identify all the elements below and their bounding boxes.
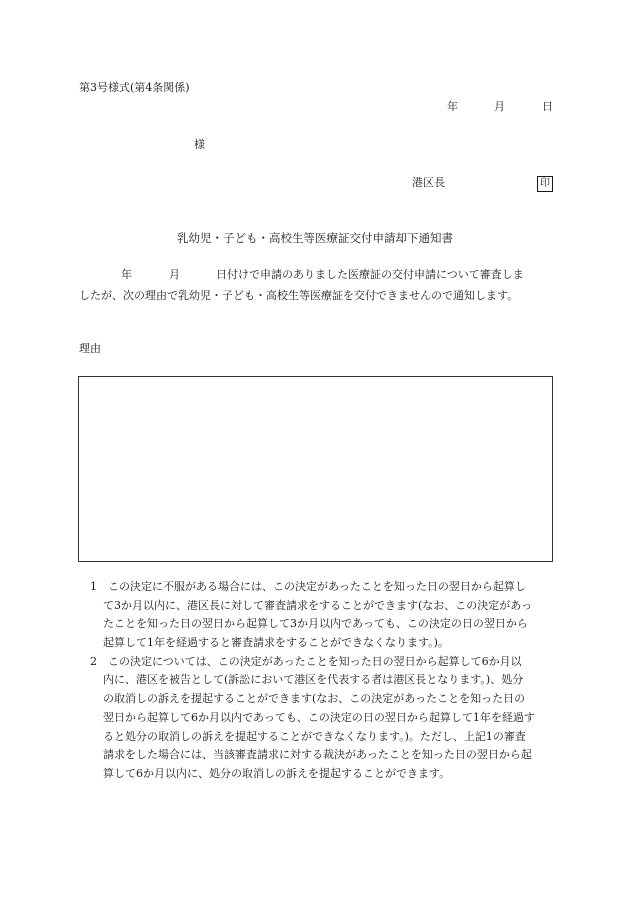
addressee-suffix: 様 <box>194 138 205 151</box>
note-line: ると処分の取消しの訴えを提起することができなくなります。)。ただし、上記1の審査 <box>103 729 526 743</box>
issue-date <box>447 101 551 113</box>
reason-label: 理由 <box>79 342 101 355</box>
notice-body-line-2: したが、次の理由で乳幼児・子ども・高校生等医療証を交付できませんので通知します。 <box>79 289 519 302</box>
body-month-label: 月 <box>169 268 180 281</box>
note-line: 起算して1年を経過すると審査請求をすることができなくなります。)。 <box>103 636 449 650</box>
note-line: たことを知った日の翌日から起算して3か月以内であっても、この決定の日の翌日から <box>103 617 528 631</box>
reason-box <box>78 376 553 562</box>
note-line: て3か月以内に、港区長に対して審査請求をすることができます(なお、この決定があっ <box>103 598 533 612</box>
notice-body <box>79 264 553 306</box>
note-line: 1 この決定に不服がある場合には、この決定があったことを知った日の翌日から起算し <box>90 580 526 593</box>
date-year-label: 年 <box>447 100 458 113</box>
body-year-label: 年 <box>121 268 132 281</box>
note-line: 請求をした場合には、当該審査請求に対する裁決があったことを知った日の翌日から起 <box>103 748 532 762</box>
note-line: 2 この決定については、この決定があったことを知った日の翌日から起算して6か月以 <box>90 654 522 668</box>
note-line: 内に、港区を被告として(訴訟において港区を代表する者は港区長となります。)、処分 <box>103 673 524 687</box>
form-number: 第3号様式(第4条関係) <box>79 81 190 94</box>
date-month-label: 月 <box>494 100 505 113</box>
document-title: 乳幼児・子ども・高校生等医療証交付申請却下通知書 <box>177 231 453 245</box>
instruction-notes <box>90 578 554 784</box>
issuer-title: 港区長 <box>412 176 445 189</box>
notice-body-line-1 <box>79 264 553 285</box>
body-line1-text: 日付けで申請のありました医療証の交付申請について審査しま <box>216 268 524 281</box>
seal-mark: 印 <box>537 176 553 192</box>
note-line: 算して6か月以内に、処分の取消しの訴えを提起することができます。 <box>103 766 451 780</box>
note-line: の取消しの訴えを提起することができます(なお、この決定があったことを知った日の <box>103 692 526 706</box>
issuer <box>412 176 554 192</box>
date-day-label: 日 <box>542 100 553 113</box>
note-line: 翌日から起算して6か月以内であっても、この決定の日の翌日から起算して1年を経過す <box>103 710 535 724</box>
